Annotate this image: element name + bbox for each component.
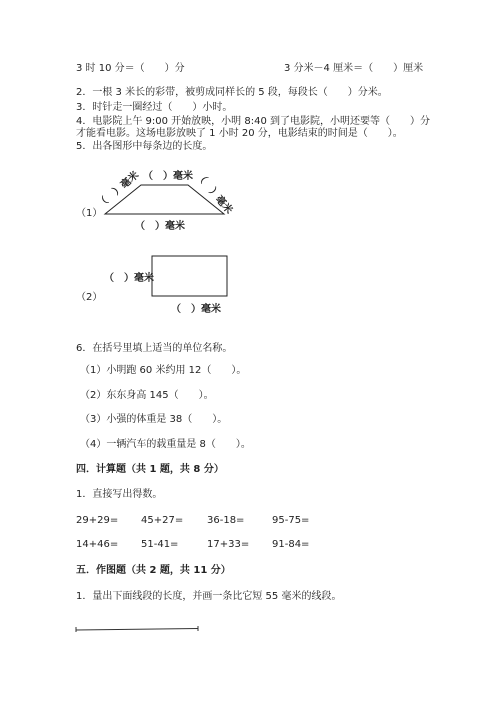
q1-right: 3 分米－4 厘米＝（ ）厘米 [284,63,424,74]
section4-heading: 四．计算题（共 1 题，共 8 分） [76,464,224,475]
calc-4: 95-75= [272,515,310,526]
fig2-label: （2） [76,292,103,303]
fig2-bottom-label: （ ）毫米 [171,304,221,315]
measure-segment [0,620,500,640]
rectangle-shape [152,256,227,296]
fig1-left-label: （ ）毫米 [95,169,142,211]
q2-text: 2．一根 3 米长的彩带，被剪成同样长的 5 段，每段长（ ）分米。 [76,87,388,98]
calc-7: 17+33= [207,539,250,550]
q5-figures [0,0,500,330]
fig1-top-label: （ ）毫米 [143,171,193,182]
section4-q1: 1．直接写出得数。 [76,489,163,500]
calc-1: 29+29= [76,515,119,526]
calc-3: 36-18= [207,515,245,526]
q5-title: 5．出各图形中每条边的长度。 [76,141,213,152]
calc-8: 91-84= [272,539,310,550]
fig1-right-label: （ ）毫米 [193,170,235,217]
section5-q1: 1．量出下面线段的长度，并画一条比它短 55 毫米的线段。 [76,591,342,602]
calc-6: 51-41= [141,539,179,550]
q6-title: 6．在括号里填上适当的单位名称。 [76,343,233,354]
q4-line2: 才能看电影。这场电影放映了 1 小时 20 分，电影结束的时间是（ ）。 [76,128,403,139]
q6-item-2: （2）东东身高 145（ ）。 [80,390,214,401]
q4-line1: 4．电影院上午 9:00 开始放映，小明 8:40 到了电影院，小明还要等（ ）分 [76,116,430,127]
q1-left: 3 时 10 分＝（ ）分 [76,63,185,74]
q3-text: 3．时针走一圈经过（ ）小时。 [76,102,233,113]
q6-item-3: （3）小强的体重是 38（ ）。 [80,414,228,425]
fig2-left-label: （ ）毫米 [104,273,154,284]
fig1-bottom-label: （ ）毫米 [135,221,185,232]
fig1-label: （1） [76,208,103,219]
calc-5: 14+46= [76,539,119,550]
section5-heading: 五．作图题（共 2 题，共 11 分） [76,565,231,576]
q6-item-1: （1）小明跑 60 米约用 12（ ）。 [80,365,247,376]
calc-2: 45+27= [141,515,184,526]
q6-item-4: （4）一辆汽车的载重量是 8（ ）。 [80,439,251,450]
